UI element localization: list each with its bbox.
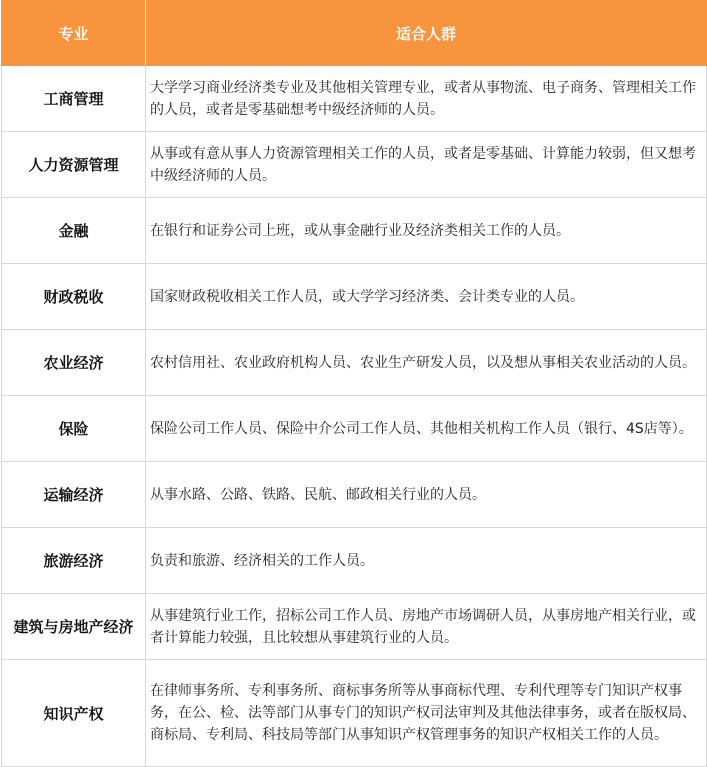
table-row xyxy=(2,594,707,660)
major-cell: 运输经济 xyxy=(2,462,146,528)
audience-cell: 保险公司工作人员、保险中介公司工作人员、其他相关机构工作人员（银行、4S店等）。 xyxy=(146,396,707,462)
major-cell: 保险 xyxy=(2,396,146,462)
table-row xyxy=(2,66,707,132)
majors-table xyxy=(1,0,707,767)
major-cell: 金融 xyxy=(2,198,146,264)
table-row xyxy=(2,264,707,330)
table-row xyxy=(2,132,707,198)
audience-cell: 从事建筑行业工作，招标公司工作人员、房地产市场调研人员，从事房地产相关行业，或者计算能力较强，且比较想从事建筑行业的人员。 xyxy=(146,594,707,660)
major-cell: 工商管理 xyxy=(2,66,146,132)
audience-cell: 在银行和证券公司上班，或从事金融行业及经济类相关工作的人员。 xyxy=(146,198,707,264)
table-row xyxy=(2,528,707,594)
header-audience: 适合人群 xyxy=(146,1,707,66)
table-header-row xyxy=(2,1,707,66)
audience-cell: 大学学习商业经济类专业及其他相关管理专业，或者从事物流、电子商务、管理相关工作的人员，或者是零基础想考中级经济师的人员。 xyxy=(146,66,707,132)
table-row xyxy=(2,198,707,264)
audience-cell: 在律师事务所、专利事务所、商标事务所等从事商标代理、专利代理等专门知识产权事务，在公、检、法等部门从事专门的知识产权司法审判及其他法律事务，或者在版权局、商标局、专利局、科技局等部门从事知识产权管理事务的知识产权相关工作的人员。 xyxy=(146,660,707,767)
audience-cell: 国家财政税收相关工作人员，或大学学习经济类、会计类专业的人员。 xyxy=(146,264,707,330)
major-cell: 旅游经济 xyxy=(2,528,146,594)
major-cell: 知识产权 xyxy=(2,660,146,767)
major-cell: 建筑与房地产经济 xyxy=(2,594,146,660)
table-row xyxy=(2,462,707,528)
major-cell: 人力资源管理 xyxy=(2,132,146,198)
audience-cell: 负责和旅游、经济相关的工作人员。 xyxy=(146,528,707,594)
table-row xyxy=(2,396,707,462)
header-major: 专业 xyxy=(2,1,146,66)
audience-cell: 从事水路、公路、铁路、民航、邮政相关行业的人员。 xyxy=(146,462,707,528)
table-row xyxy=(2,660,707,767)
major-cell: 农业经济 xyxy=(2,330,146,396)
major-cell: 财政税收 xyxy=(2,264,146,330)
audience-cell: 从事或有意从事人力资源管理相关工作的人员，或者是零基础、计算能力较弱，但又想考中级经济师的人员。 xyxy=(146,132,707,198)
audience-cell: 农村信用社、农业政府机构人员、农业生产研发人员，以及想从事相关农业活动的人员。 xyxy=(146,330,707,396)
table-row xyxy=(2,330,707,396)
